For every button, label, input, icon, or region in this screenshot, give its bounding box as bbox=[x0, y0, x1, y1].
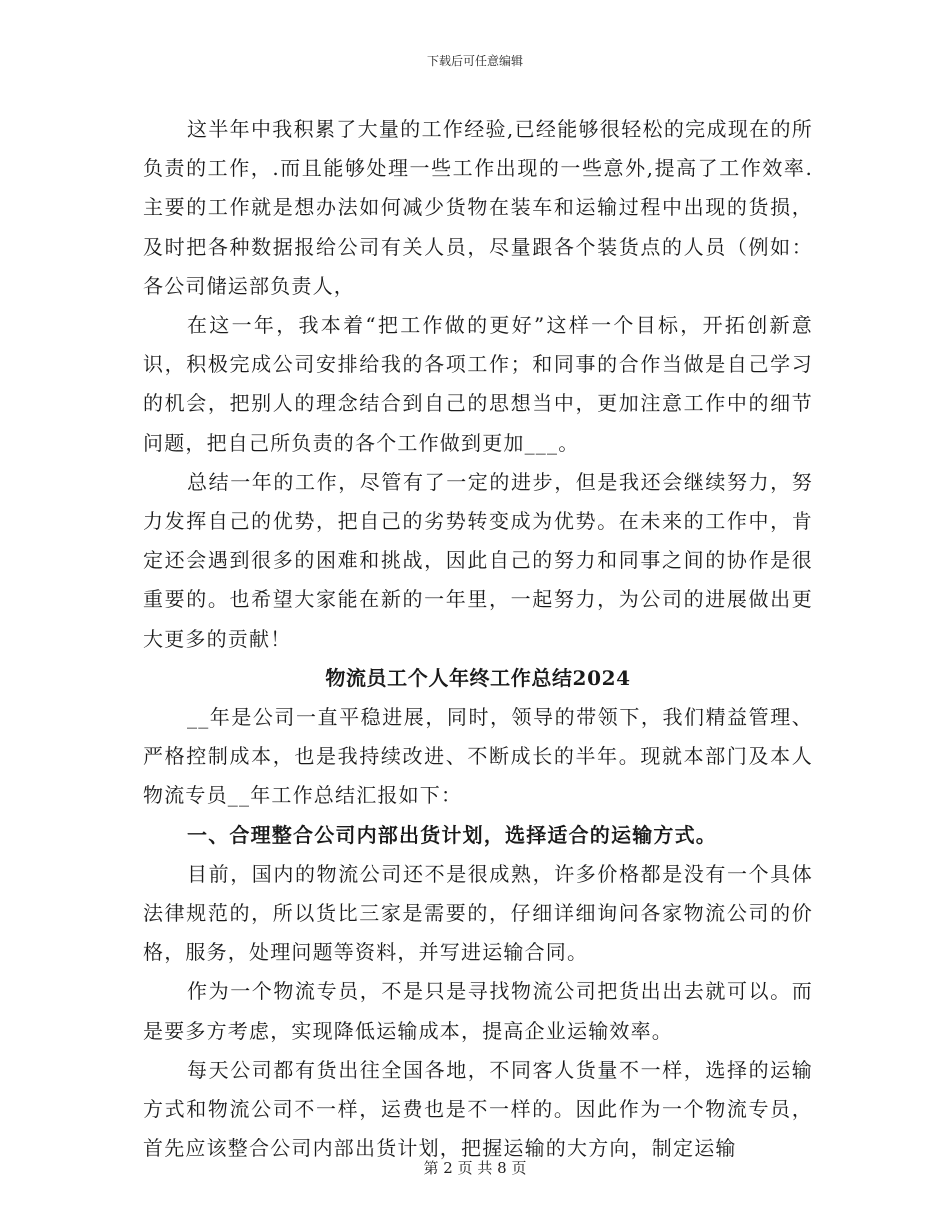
section-title: 物流员工个人年终工作总结2024 bbox=[325, 665, 631, 690]
document-body bbox=[143, 110, 813, 1168]
paragraph-experience: 这半年中我积累了大量的工作经验,已经能够很轻松的完成现在的所负责的工作，.而且能够处理一些工作出现的一些意外,提高了工作效率.主要的工作就是想办法如何减少货物在装车和运输过程中出现的货损，及时把各种数据报给公司有关人员，尽量跟各个装货点的人员（例如：各公司储运部负责人， bbox=[143, 117, 813, 298]
page-footer: 第 2 页 共 8 页 bbox=[423, 1159, 527, 1177]
section-heading-1: 一、合理整合公司内部出货计划，选择适合的运输方式。 bbox=[187, 822, 717, 847]
paragraph-shipping-plan: 每天公司都有货出往全国各地，不同客人货量不一样，选择的运输方式和物流公司不一样，运费也是不一样的。因此作为一个物流专员，首先应该整合公司内部出货计划，把握运输的大方向，制定运输 bbox=[143, 1057, 813, 1161]
paragraph-logistics-market: 目前，国内的物流公司还不是很成熟，许多价格都是没有一个具体法律规范的，所以货比三家是需要的，仔细详细询问各家物流公司的价格，服务，处理问题等资料，并写进运输合同。 bbox=[143, 861, 813, 965]
paragraph-goals: 在这一年，我本着“把工作做的更好”这样一个目标，开拓创新意识，积极完成公司安排给我的各项工作；和同事的合作当做是自己学习的机会，把别人的理念结合到自己的思想当中，更加注意工作中的细节问题，把自己所负责的各个工作做到更加___。 bbox=[143, 313, 813, 455]
paragraph-intro: __年是公司一直平稳进展，同时，领导的带领下，我们精益管理、严格控制成本，也是我持续改进、不断成长的半年。现就本部门及本人物流专员__年工作总结汇报如下： bbox=[143, 705, 813, 808]
paragraph-logistics-role: 作为一个物流专员，不是只是寻找物流公司把货出出去就可以。而是要多方考虑，实现降低运输成本，提高企业运输效率。 bbox=[143, 979, 813, 1043]
page-header: 下载后可任意编辑 bbox=[426, 54, 523, 68]
paragraph-summary: 总结一年的工作，尽管有了一定的进步，但是我还会继续努力，努力发挥自己的优势，把自己的劣势转变成为优势。在未来的工作中，肯定还会遇到很多的困难和挑战，因此自己的努力和同事之间的协作是很重要的。也希望大家能在新的一年里，一起努力，为公司的进展做出更大更多的贡献！ bbox=[143, 469, 813, 651]
